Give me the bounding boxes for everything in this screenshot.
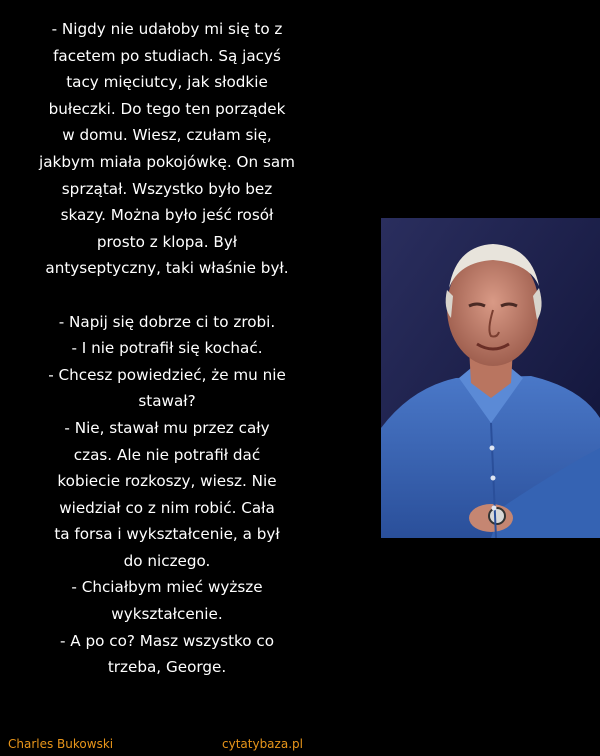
quote-line: - Nie, stawał mu przez cały — [64, 418, 270, 437]
quote-text — [8, 16, 326, 681]
quote-line: - Nigdy nie udałoby mi się to z — [51, 20, 283, 38]
site-link[interactable]: cytatybaza.pl — [222, 737, 303, 751]
quote-line: bułeczki. Do tego ten porządek — [48, 99, 286, 118]
quote-line: - A po co? Masz wszystko co — [59, 631, 275, 650]
quote-line: antyseptyczny, taki właśnie był. — [45, 259, 289, 278]
quote-line: w domu. Wiesz, czułam się, — [62, 126, 272, 145]
author-portrait-image — [381, 218, 600, 538]
quote-line: - Napij się dobrze ci to zrobi. — [58, 312, 276, 331]
quote-line: wiedział co z nim robić. Cała — [59, 498, 275, 517]
quote-line: trzeba, George. — [107, 658, 227, 677]
quote-line: - Chciałbym mieć wyższe — [71, 578, 263, 597]
quote-line: wykształcenie. — [111, 605, 223, 624]
quote-line: skazy. Można było jeść rosół — [60, 206, 274, 225]
author-portrait — [381, 218, 600, 538]
quote-line: jakbym miała pokojówkę. On sam — [39, 152, 295, 171]
quote-line: do niczego. — [123, 551, 211, 570]
quote-line: czas. Ale nie potrafił dać — [73, 445, 261, 464]
quote-line: tacy mięciutcy, jak słodkie — [66, 73, 268, 92]
quote-line: facetem po studiach. Są jacyś — [53, 46, 281, 65]
quote-line: kobiecie rozkoszy, wiesz. Nie — [57, 472, 277, 491]
quote-blank-line — [8, 282, 326, 309]
quote-line: - Chcesz powiedzieć, że mu nie — [48, 365, 286, 384]
author-name[interactable]: Charles Bukowski — [8, 737, 114, 751]
quote-line: sprzątał. Wszystko było bez — [61, 179, 273, 198]
quote-line: stawał? — [138, 392, 196, 411]
quote-line: prosto z klopa. Był — [96, 232, 238, 251]
quote-line: ta forsa i wykształcenie, a był — [54, 525, 280, 544]
quote-line: - I nie potrafił się kochać. — [71, 339, 263, 358]
